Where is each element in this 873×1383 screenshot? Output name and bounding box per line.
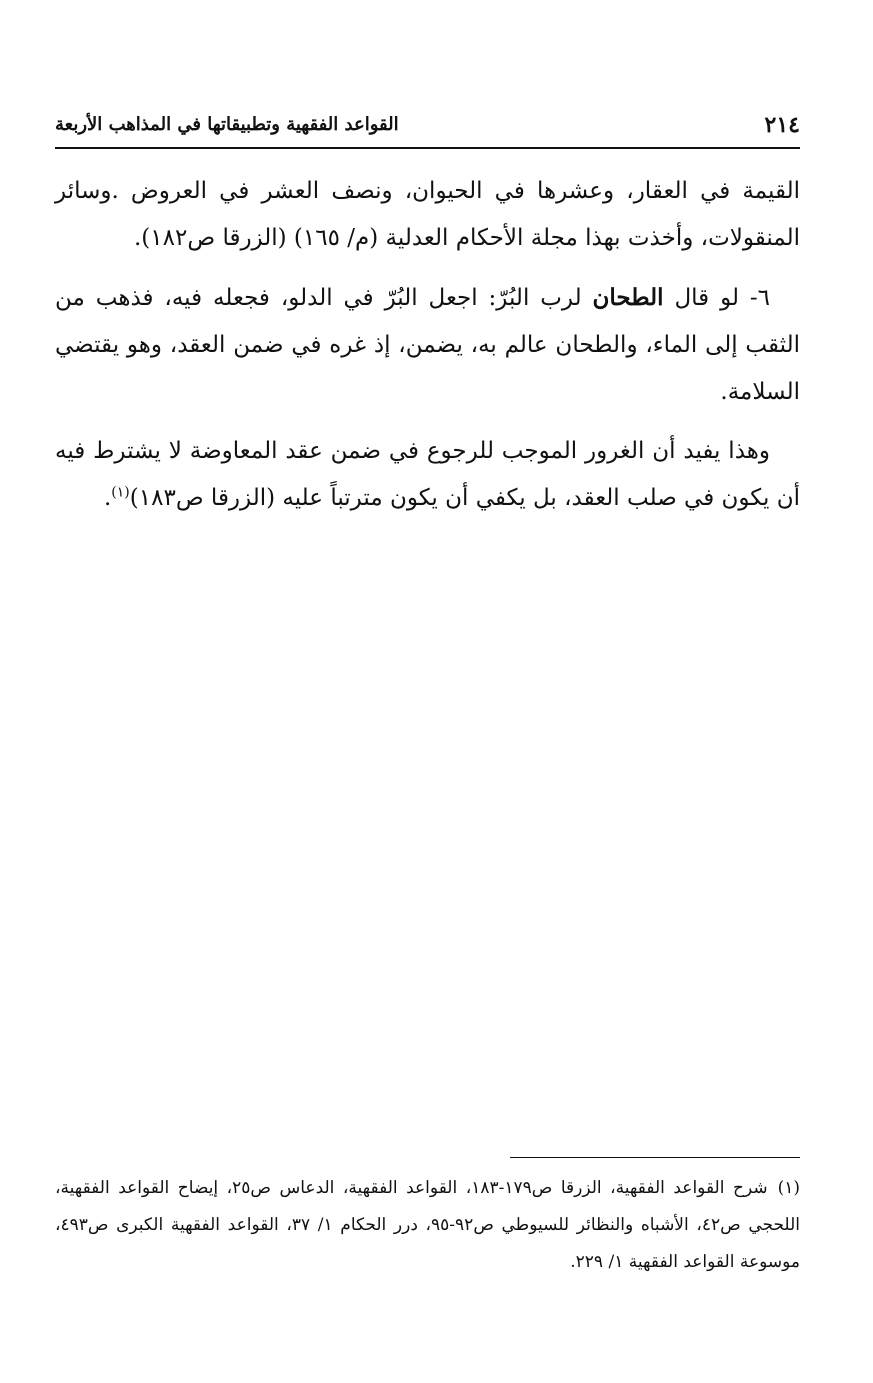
page-number: ٢١٤ [764, 112, 800, 138]
footnote-number: (١) [777, 1178, 800, 1198]
page-header [55, 112, 800, 144]
paragraph-3-text: وهذا يفيد أن الغرور الموجب للرجوع في ضمن عقد المعاوضة لا يشترط فيه أن يكون في صلب العقد، بل يكفي أن يكون مترتباً عليه (الزرقا ص١٨٣) [55, 438, 800, 511]
footnote-reference: (١) [111, 484, 130, 501]
paragraph-3-end: . [103, 485, 112, 511]
paragraph-1: القيمة في العقار، وعشرها في الحيوان، ونصف العشر في العروض .وسائر المنقولات، وأخذت بهذا مجلة الأحكام العدلية (م/ ١٦٥) (الزرقا ص١٨٢). [55, 178, 800, 251]
paragraph-2-prefix: ٦- لو قال [663, 285, 770, 311]
paragraph-3 [55, 428, 800, 522]
paragraph-2-bold-term: الطحان [592, 284, 664, 311]
paragraph-2-text: لرب البُرّ: اجعل البُرّ في الدلو، فجعله فيه، فذهب من الثقب إلى الماء، والطحان عالم به، يضمن، إذ غره في ضمن العقد، وهو يقتضي السلامة. [55, 285, 800, 405]
running-title: القواعد الفقهية وتطبيقاتها في المذاهب الأربعة [55, 114, 399, 135]
header-rule [55, 147, 800, 149]
main-text [55, 168, 800, 534]
footnote-text: شرح القواعد الفقهية، الزرقا ص١٧٩-١٨٣، القواعد الفقهية، الدعاس ص٢٥، إيضاح القواعد الفقهية، اللحجي ص٤٢، الأشباه والنظائر للسيوطي ص٩٢-٩٥، درر الحكام ١/ ٣٧، القواعد الفقهية الكبرى ص٤٩٣، موسوعة القواعد الفقهية ١/ ٢٢٩. [55, 1178, 800, 1272]
footnote-separator [510, 1157, 800, 1158]
footnote [55, 1170, 800, 1281]
paragraph-2 [55, 274, 800, 416]
